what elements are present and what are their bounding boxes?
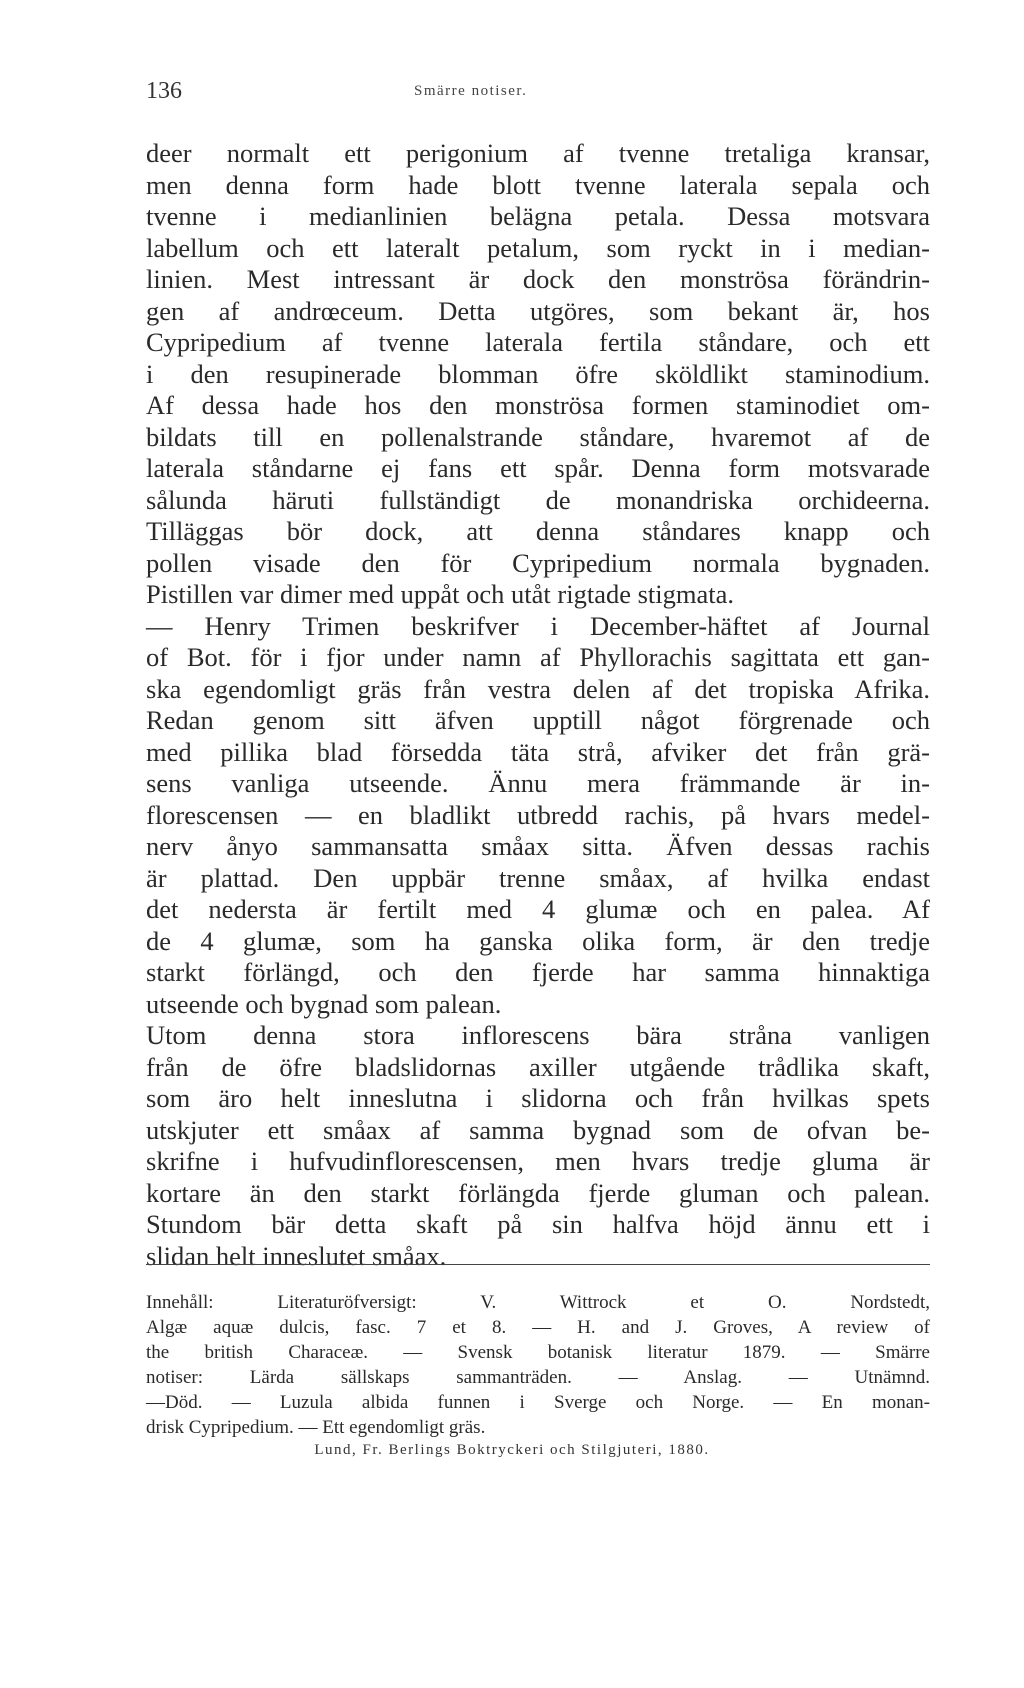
text-line: i den resupinerade blomman öfre sköldlikt staminodium. bbox=[146, 358, 930, 389]
text-line: deer normalt ett perigonium af tvenne tretaliga kransar, bbox=[146, 138, 930, 168]
text-line: nerv ånyo sammansatta småax sitta. Äfven dessas rachis bbox=[146, 831, 930, 861]
contents-line: the british Characeæ. — Svensk botanisk literatur 1879. — Smärre bbox=[146, 1342, 930, 1363]
text-line: det nedersta är fertilt med 4 glumæ och en palea. Af bbox=[146, 894, 930, 924]
text-line: de 4 glumæ, som ha ganska olika form, är den tredje bbox=[146, 925, 930, 956]
text-line: bildats till en pollenalstrande ståndare, hvaremot af de bbox=[146, 421, 930, 452]
text-line: är plattad. Den uppbär trenne småax, af hvilka endast bbox=[146, 862, 930, 893]
text-line: pollen visade den för Cypripedium normala bygnaden. bbox=[146, 547, 930, 578]
page-number: 136 bbox=[146, 78, 182, 104]
text-line: som äro helt inneslutna i slidorna och från hvilkas spets bbox=[146, 1083, 930, 1113]
text-line: Af dessa hade hos den monströsa formen staminodiet om- bbox=[146, 390, 930, 420]
text-line: ska egendomligt gräs från vestra delen af det tropiska Afrika. bbox=[146, 673, 930, 704]
text-line: Cypripedium af tvenne laterala fertila ståndare, och ett bbox=[146, 327, 930, 357]
text-line: slidan helt inneslutet småax. bbox=[146, 1240, 447, 1271]
text-line: tvenne i medianlinien belägna petala. Dessa motsvara bbox=[146, 201, 930, 231]
text-line: labellum och ett lateralt petalum, som ryckt in i median- bbox=[146, 232, 930, 263]
text-line: sålunda häruti fullständigt de monandriska orchideerna. bbox=[146, 484, 930, 515]
text-line: starkt förlängd, och den fjerde har samma hinnaktiga bbox=[146, 957, 930, 987]
text-line: gen af andrœceum. Detta utgöres, som bekant är, hos bbox=[146, 295, 930, 326]
text-line: Tilläggas bör dock, att denna ståndares knapp och bbox=[146, 516, 930, 546]
contents-line: drisk Cypripedium. — Ett egendomligt gräs. bbox=[146, 1417, 486, 1438]
imprint: Lund, Fr. Berlings Boktryckeri och Stilgjuteri, 1880. bbox=[314, 1442, 710, 1458]
contents-line: Innehåll: Literaturöfversigt: V. Wittrock et O. Nordstedt, bbox=[146, 1292, 930, 1313]
text-line: laterala ståndarne ej fans ett spår. Denna form motsvarade bbox=[146, 453, 930, 483]
text-line: Utom denna stora inflorescens bära stråna vanligen bbox=[146, 1020, 930, 1050]
text-line: skrifne i hufvudinflorescensen, men hvars tredje gluma är bbox=[146, 1146, 930, 1176]
text-line: kortare än den starkt förlängda fjerde gluman och palean. bbox=[146, 1177, 930, 1208]
contents-line: Algæ aquæ dulcis, fasc. 7 et 8. — H. and J. Groves, A review of bbox=[146, 1317, 930, 1338]
text-line: sens vanliga utseende. Ännu mera främmande är in- bbox=[146, 768, 930, 798]
text-line: Redan genom sitt äfven upptill något förgrenade och bbox=[146, 705, 930, 735]
text-line: men denna form hade blott tvenne laterala sepala och bbox=[146, 169, 930, 200]
text-line: utseende och bygnad som palean. bbox=[146, 988, 502, 1019]
body-text bbox=[146, 138, 930, 1272]
text-line: Stundom bär detta skaft på sin halfva höjd ännu ett i bbox=[146, 1209, 930, 1239]
text-line: florescensen — en bladlikt utbredd rachis, på hvars medel- bbox=[146, 799, 930, 830]
table-of-contents bbox=[146, 1290, 930, 1440]
contents-divider bbox=[146, 1264, 930, 1265]
running-head bbox=[146, 78, 926, 106]
running-title: Smärre notiser. bbox=[414, 83, 528, 99]
text-line: utskjuter ett småax af samma bygnad som de ofvan be- bbox=[146, 1114, 930, 1145]
text-line: — Henry Trimen beskrifver i December-häftet af Journal bbox=[146, 610, 930, 641]
text-line: Pistillen var dimer med uppåt och utåt rigtade stigmata. bbox=[146, 579, 735, 609]
contents-line: notiser: Lärda sällskaps sammanträden. — Anslag. — Utnämnd. bbox=[146, 1367, 930, 1388]
text-line: från de öfre bladslidornas axiller utgående trådlika skaft, bbox=[146, 1051, 930, 1082]
text-line: of Bot. för i fjor under namn af Phyllorachis sagittata ett gan- bbox=[146, 642, 930, 672]
contents-line: —Död. — Luzula albida funnen i Sverge och Norge. — En monan- bbox=[146, 1392, 930, 1413]
text-line: linien. Mest intressant är dock den monströsa förändrin- bbox=[146, 264, 930, 294]
text-line: med pillika blad försedda täta strå, afviker det från grä- bbox=[146, 736, 930, 767]
